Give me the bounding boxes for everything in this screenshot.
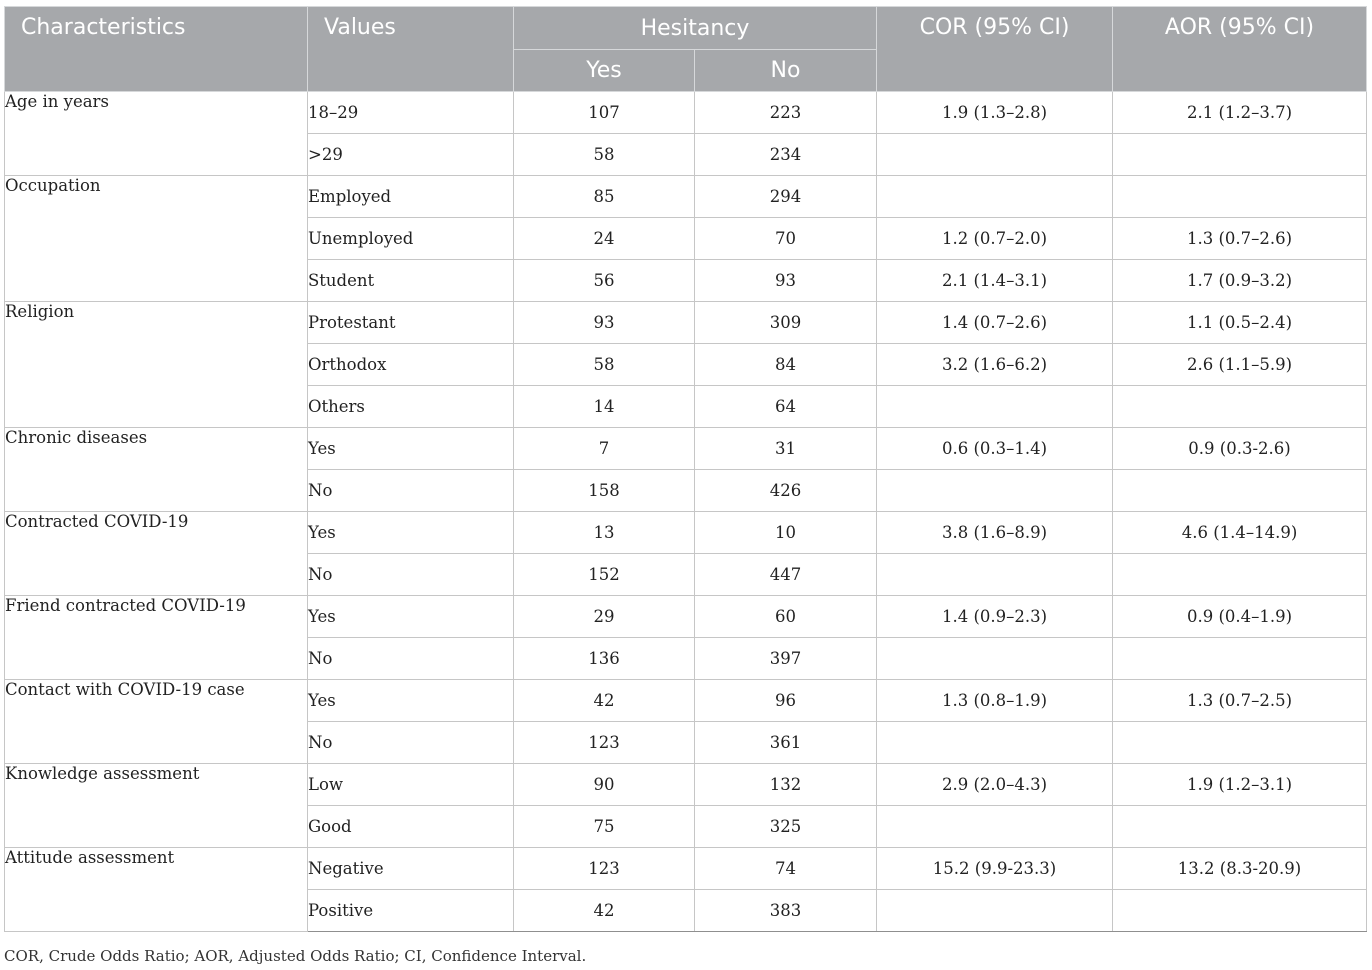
hesitancy-no-cell: 64 xyxy=(695,386,877,428)
header-cor: COR (95% CI) xyxy=(877,7,1113,92)
cor-cell xyxy=(877,134,1113,176)
value-cell: >29 xyxy=(308,134,514,176)
data-table xyxy=(4,6,1367,932)
hesitancy-yes-cell: 56 xyxy=(514,260,695,302)
hesitancy-no-cell: 60 xyxy=(695,596,877,638)
cor-cell: 1.2 (0.7–2.0) xyxy=(877,218,1113,260)
hesitancy-yes-cell: 14 xyxy=(514,386,695,428)
characteristic-cell: Contracted COVID-19 xyxy=(5,512,308,596)
cor-cell xyxy=(877,806,1113,848)
hesitancy-no-cell: 10 xyxy=(695,512,877,554)
characteristic-cell: Contact with COVID-19 case xyxy=(5,680,308,764)
hesitancy-no-cell: 31 xyxy=(695,428,877,470)
aor-cell: 1.3 (0.7–2.6) xyxy=(1113,218,1367,260)
hesitancy-no-cell: 74 xyxy=(695,848,877,890)
value-cell: Low xyxy=(308,764,514,806)
header-values: Values xyxy=(308,7,514,92)
hesitancy-yes-cell: 75 xyxy=(514,806,695,848)
value-cell: 18–29 xyxy=(308,92,514,134)
value-cell: Others xyxy=(308,386,514,428)
aor-cell xyxy=(1113,470,1367,512)
header-aor: AOR (95% CI) xyxy=(1113,7,1367,92)
aor-cell: 2.6 (1.1–5.9) xyxy=(1113,344,1367,386)
cor-cell: 0.6 (0.3–1.4) xyxy=(877,428,1113,470)
aor-cell xyxy=(1113,722,1367,764)
cor-cell xyxy=(877,890,1113,932)
footnote: COR, Crude Odds Ratio; AOR, Adjusted Odds Ratio; CI, Confidence Interval. xyxy=(4,947,587,965)
value-cell: Student xyxy=(308,260,514,302)
aor-cell: 1.1 (0.5–2.4) xyxy=(1113,302,1367,344)
aor-cell xyxy=(1113,386,1367,428)
table-row xyxy=(5,92,1367,134)
table-row xyxy=(5,680,1367,722)
hesitancy-no-cell: 70 xyxy=(695,218,877,260)
hesitancy-no-cell: 325 xyxy=(695,806,877,848)
cor-cell xyxy=(877,638,1113,680)
hesitancy-no-cell: 426 xyxy=(695,470,877,512)
cor-cell: 1.4 (0.9–2.3) xyxy=(877,596,1113,638)
characteristic-cell: Friend contracted COVID-19 xyxy=(5,596,308,680)
characteristic-cell: Knowledge assessment xyxy=(5,764,308,848)
header-hesitancy: Hesitancy xyxy=(514,7,877,50)
table-row xyxy=(5,764,1367,806)
value-cell: Unemployed xyxy=(308,218,514,260)
table-row xyxy=(5,596,1367,638)
cor-cell: 2.9 (2.0–4.3) xyxy=(877,764,1113,806)
value-cell: No xyxy=(308,638,514,680)
cor-cell xyxy=(877,722,1113,764)
characteristic-cell: Chronic diseases xyxy=(5,428,308,512)
hesitancy-yes-cell: 42 xyxy=(514,890,695,932)
value-cell: Protestant xyxy=(308,302,514,344)
characteristic-cell: Attitude assessment xyxy=(5,848,308,932)
hesitancy-yes-cell: 7 xyxy=(514,428,695,470)
value-cell: No xyxy=(308,470,514,512)
cor-cell xyxy=(877,470,1113,512)
aor-cell xyxy=(1113,638,1367,680)
hesitancy-no-cell: 84 xyxy=(695,344,877,386)
value-cell: Employed xyxy=(308,176,514,218)
hesitancy-yes-cell: 123 xyxy=(514,722,695,764)
value-cell: Good xyxy=(308,806,514,848)
hesitancy-no-cell: 294 xyxy=(695,176,877,218)
value-cell: Orthodox xyxy=(308,344,514,386)
aor-cell xyxy=(1113,806,1367,848)
characteristic-cell: Religion xyxy=(5,302,308,428)
value-cell: Positive xyxy=(308,890,514,932)
aor-cell xyxy=(1113,890,1367,932)
hesitancy-yes-cell: 123 xyxy=(514,848,695,890)
aor-cell: 0.9 (0.3-2.6) xyxy=(1113,428,1367,470)
cor-cell: 1.9 (1.3–2.8) xyxy=(877,92,1113,134)
hesitancy-yes-cell: 90 xyxy=(514,764,695,806)
cor-cell: 1.4 (0.7–2.6) xyxy=(877,302,1113,344)
characteristic-cell: Age in years xyxy=(5,92,308,176)
aor-cell xyxy=(1113,554,1367,596)
table-row xyxy=(5,302,1367,344)
aor-cell: 1.3 (0.7–2.5) xyxy=(1113,680,1367,722)
value-cell: Negative xyxy=(308,848,514,890)
cor-cell: 2.1 (1.4–3.1) xyxy=(877,260,1113,302)
value-cell: Yes xyxy=(308,596,514,638)
value-cell: Yes xyxy=(308,512,514,554)
hesitancy-no-cell: 309 xyxy=(695,302,877,344)
hesitancy-no-cell: 234 xyxy=(695,134,877,176)
hesitancy-yes-cell: 13 xyxy=(514,512,695,554)
hesitancy-yes-cell: 158 xyxy=(514,470,695,512)
hesitancy-yes-cell: 58 xyxy=(514,344,695,386)
table-row xyxy=(5,848,1367,890)
cor-cell: 15.2 (9.9-23.3) xyxy=(877,848,1113,890)
aor-cell xyxy=(1113,134,1367,176)
hesitancy-yes-cell: 24 xyxy=(514,218,695,260)
value-cell: Yes xyxy=(308,680,514,722)
table-header xyxy=(5,7,1367,92)
aor-cell: 1.7 (0.9–3.2) xyxy=(1113,260,1367,302)
hesitancy-no-cell: 93 xyxy=(695,260,877,302)
hesitancy-no-cell: 383 xyxy=(695,890,877,932)
hesitancy-yes-cell: 58 xyxy=(514,134,695,176)
cor-cell: 1.3 (0.8–1.9) xyxy=(877,680,1113,722)
hesitancy-yes-cell: 152 xyxy=(514,554,695,596)
header-no: No xyxy=(695,50,877,92)
hesitancy-no-cell: 397 xyxy=(695,638,877,680)
aor-cell xyxy=(1113,176,1367,218)
header-yes: Yes xyxy=(514,50,695,92)
hesitancy-no-cell: 223 xyxy=(695,92,877,134)
hesitancy-yes-cell: 85 xyxy=(514,176,695,218)
cor-cell xyxy=(877,386,1113,428)
table-row xyxy=(5,512,1367,554)
hesitancy-yes-cell: 29 xyxy=(514,596,695,638)
table-row xyxy=(5,428,1367,470)
aor-cell: 2.1 (1.2–3.7) xyxy=(1113,92,1367,134)
value-cell: No xyxy=(308,722,514,764)
cor-cell: 3.2 (1.6–6.2) xyxy=(877,344,1113,386)
aor-cell: 1.9 (1.2–3.1) xyxy=(1113,764,1367,806)
aor-cell: 13.2 (8.3-20.9) xyxy=(1113,848,1367,890)
characteristic-cell: Occupation xyxy=(5,176,308,302)
hesitancy-yes-cell: 42 xyxy=(514,680,695,722)
aor-cell: 4.6 (1.4–14.9) xyxy=(1113,512,1367,554)
hesitancy-yes-cell: 93 xyxy=(514,302,695,344)
table-row xyxy=(5,176,1367,218)
cor-cell: 3.8 (1.6–8.9) xyxy=(877,512,1113,554)
header-characteristics: Characteristics xyxy=(5,7,308,92)
hesitancy-yes-cell: 107 xyxy=(514,92,695,134)
hesitancy-no-cell: 361 xyxy=(695,722,877,764)
hesitancy-no-cell: 447 xyxy=(695,554,877,596)
cor-cell xyxy=(877,176,1113,218)
hesitancy-no-cell: 96 xyxy=(695,680,877,722)
hesitancy-yes-cell: 136 xyxy=(514,638,695,680)
value-cell: Yes xyxy=(308,428,514,470)
aor-cell: 0.9 (0.4–1.9) xyxy=(1113,596,1367,638)
value-cell: No xyxy=(308,554,514,596)
hesitancy-no-cell: 132 xyxy=(695,764,877,806)
table-body xyxy=(5,92,1367,932)
cor-cell xyxy=(877,554,1113,596)
